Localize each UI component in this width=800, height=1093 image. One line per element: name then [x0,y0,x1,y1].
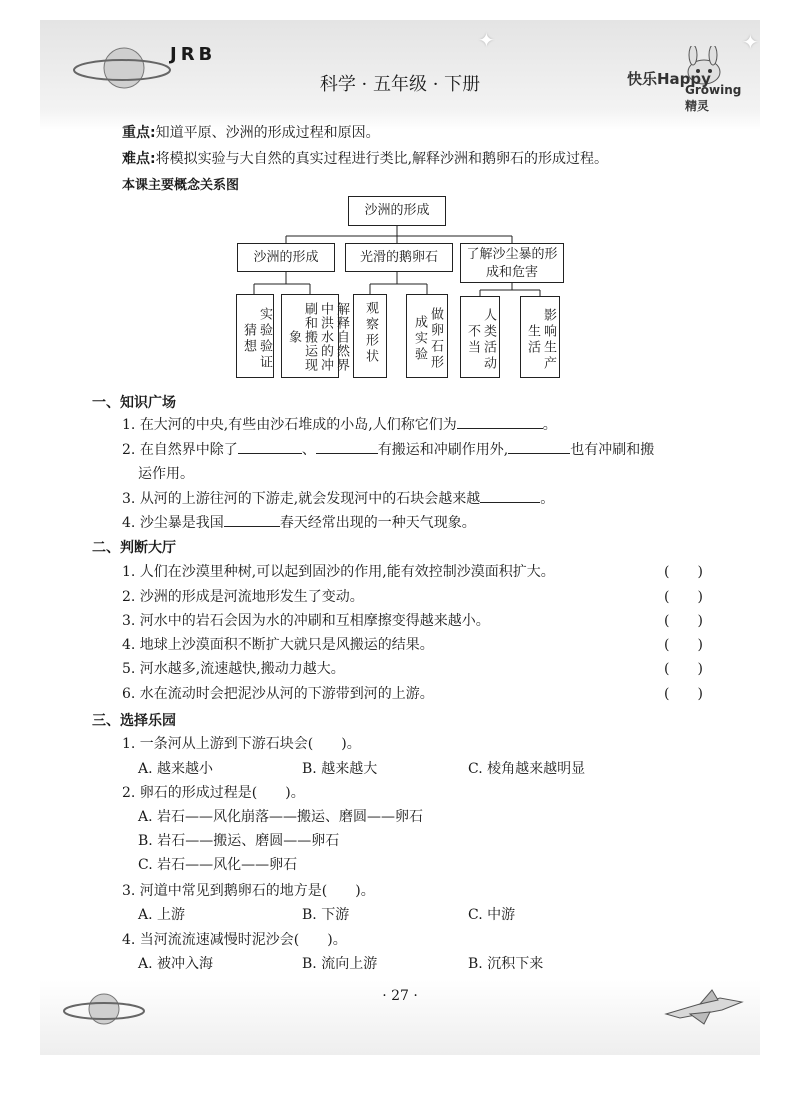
concept-map-title: 本课主要概念关系图 [122,178,240,193]
judge-answer-box[interactable]: ( ) [664,613,703,629]
answer-blank[interactable] [508,439,570,454]
concept-leaf: 实验验证猜想 [236,294,274,378]
judge-question: 2. 沙洲的形成是河流地形发生了变动。 [122,589,364,605]
judge-answer-box[interactable]: ( ) [664,589,703,605]
fill-question-3: 3. 从河的上游往河的下游走,就会发现河中的石块会越来越 。 [122,488,554,508]
key-point: 重点:知道平原、沙洲的形成过程和原因。 [122,125,380,141]
concept-branch: 沙洲的形成 [237,243,335,272]
choice-question: 4. 当河流流速减慢时泥沙会( )。 [122,932,347,948]
choice-option[interactable]: B. 越来越大 [302,761,378,777]
concept-leaf: 影响生产生活 [520,296,560,378]
choice-option[interactable]: C. 岩石——风化——卵石 [138,857,298,873]
choice-option[interactable]: B. 下游 [302,907,350,923]
fill-question-2-cont: 运作用。 [138,466,194,482]
difficulty-point: 难点:将模拟实验与大自然的真实过程进行类比,解释沙洲和鹅卵石的形成过程。 [122,151,609,167]
choice-option[interactable]: B. 沉积下来 [468,956,544,972]
fill-question-1: 1. 在大河的中央,有些由沙石堆成的小岛,人们称它们为 。 [122,414,557,434]
section-title-choice: 三、选择乐园 [92,713,176,729]
star-icon: ✦ [742,30,759,54]
fill-question-4: 4. 沙尘暴是我国 春天经常出现的一种天气现象。 [122,512,476,532]
judge-answer-box[interactable]: ( ) [664,637,703,653]
space-shuttle-icon [660,984,750,1028]
choice-option[interactable]: B. 岩石——搬运、磨圆——卵石 [138,833,340,849]
answer-blank[interactable] [224,512,280,527]
choice-option[interactable]: B. 流向上游 [302,956,378,972]
badge-top-text: 快乐Happy [627,70,711,88]
planet-icon [60,984,150,1034]
judge-question: 4. 地球上沙漠面积不断扩大就只是风搬运的结果。 [122,637,434,653]
choice-question: 3. 河道中常见到鹅卵石的地方是( )。 [122,883,375,899]
concept-leaf: 做卵石形成实验 [406,294,448,378]
section-title-knowledge: 一、知识广场 [92,395,176,411]
badge-bottom-text: Growing精灵 [685,83,742,113]
concept-branch: 了解沙尘暴的形成和危害 [460,243,564,283]
choice-option[interactable]: A. 被冲入海 [138,956,214,972]
choice-option[interactable]: A. 上游 [138,907,186,923]
choice-option[interactable]: A. 越来越小 [138,761,214,777]
choice-question: 1. 一条河从上游到下游石块会( )。 [122,736,361,752]
concept-branch: 光滑的鹅卵石 [345,243,453,272]
answer-blank[interactable] [316,439,378,454]
choice-option[interactable]: A. 岩石——风化崩落——搬运、磨圆——卵石 [138,809,424,825]
concept-leaf: 人类活动不当 [460,296,500,378]
answer-blank[interactable] [238,439,302,454]
judge-answer-box[interactable]: ( ) [664,661,703,677]
choice-option[interactable]: C. 中游 [468,907,516,923]
judge-question: 5. 河水越多,流速越快,搬动力越大。 [122,661,345,677]
star-icon: ✦ [478,28,495,52]
brand-logo: JRB [170,44,217,65]
choice-question: 2. 卵石的形成过程是( )。 [122,785,305,801]
judge-question: 1. 人们在沙漠里种树,可以起到固沙的作用,能有效控制沙漠面积扩大。 [122,564,555,580]
judge-answer-box[interactable]: ( ) [664,686,703,702]
concept-leaf: 解释自然界中洪水的冲刷和搬运现象 [281,294,339,378]
answer-blank[interactable] [457,414,543,429]
fill-question-2: 2. 在自然界中除了 、 有搬运和冲刷作用外, 也有冲刷和搬 [122,439,654,459]
page-number: · 27 · [382,988,418,1004]
section-title-judgement: 二、判断大厅 [92,540,176,556]
judge-question: 3. 河水中的岩石会因为水的冲刷和互相摩擦变得越来越小。 [122,613,490,629]
judge-question: 6. 水在流动时会把泥沙从河的下游带到河的上游。 [122,686,434,702]
concept-root: 沙洲的形成 [348,196,446,226]
judge-answer-box[interactable]: ( ) [664,564,703,580]
concept-leaf: 观察形状 [353,294,387,378]
choice-option[interactable]: C. 棱角越来越明显 [468,761,586,777]
page-title: 科学 · 五年级 · 下册 [319,74,481,95]
answer-blank[interactable] [480,488,540,503]
